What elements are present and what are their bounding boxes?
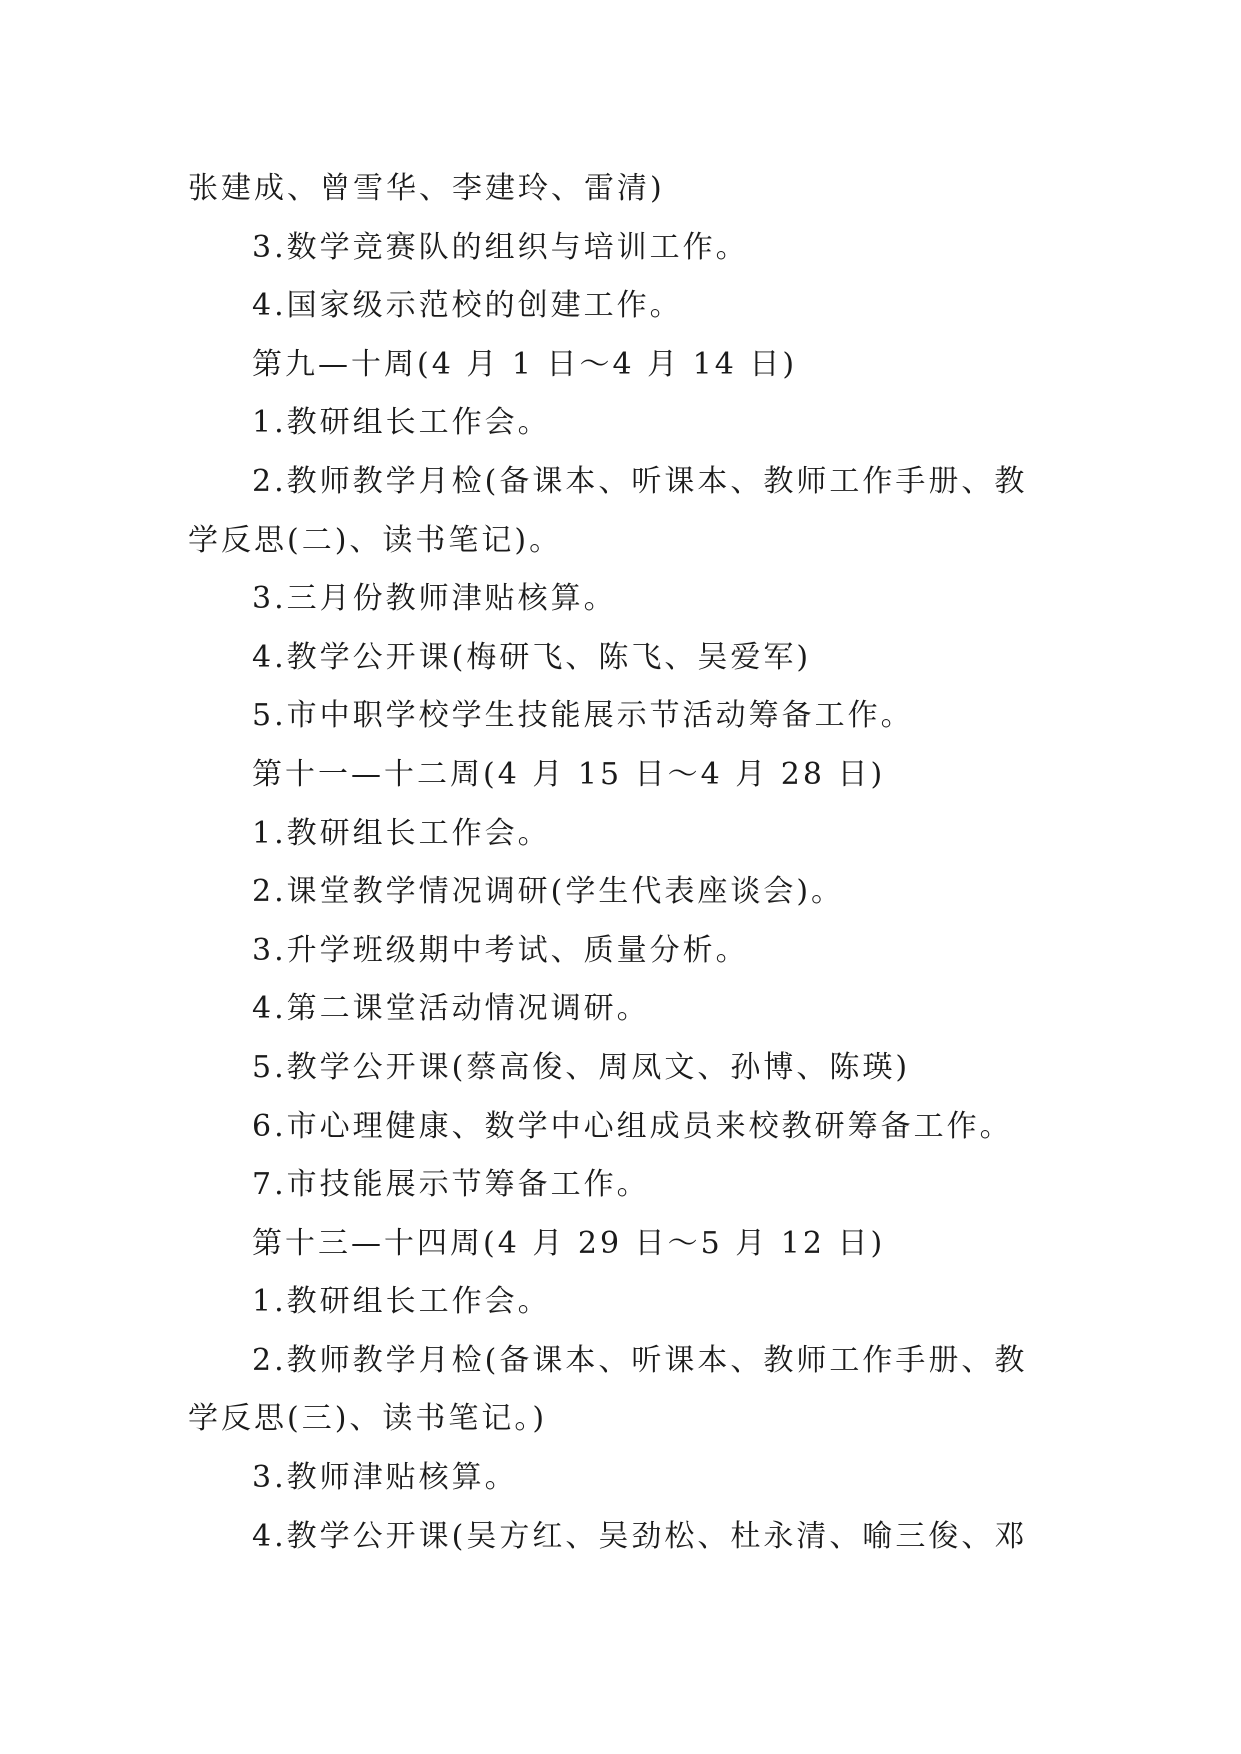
text-line: 4.第二课堂活动情况调研。	[252, 991, 650, 1027]
text-line: 学反思(二)、读书笔记)。	[188, 522, 563, 558]
section-heading: 第九—十周(4 月 1 日～4 月 14 日)	[252, 346, 798, 382]
text-line: 3.三月份教师津贴核算。	[252, 581, 617, 617]
text-line: 4.国家级示范校的创建工作。	[252, 288, 683, 324]
document-body	[188, 160, 1068, 1566]
text-line: 1.教研组长工作会。	[252, 1284, 551, 1320]
text-line: 1.教研组长工作会。	[252, 405, 551, 441]
text-line: 4.教学公开课(梅研飞、陈飞、吴爱军)	[252, 639, 812, 675]
text-line: 7.市技能展示节筹备工作。	[252, 1167, 650, 1203]
text-line: 张建成、曾雪华、李建玲、雷清)	[188, 171, 665, 206]
section-heading: 第十三—十四周(4 月 29 日～5 月 12 日)	[252, 1225, 886, 1261]
text-line: 3.数学竞赛队的组织与培训工作。	[252, 229, 749, 265]
text-line: 5.教学公开课(蔡高俊、周凤文、孙博、陈瑛)	[252, 1049, 911, 1085]
text-line: 4.教学公开课(吴方红、吴劲松、杜永清、喻三俊、邓	[252, 1518, 1028, 1554]
text-line: 3.升学班级期中考试、质量分析。	[252, 932, 749, 968]
text-line: 6.市心理健康、数学中心组成员来校教研筹备工作。	[252, 1108, 1013, 1144]
text-line: 5.市中职学校学生技能展示节活动筹备工作。	[252, 698, 914, 734]
text-line: 2.教师教学月检(备课本、听课本、教师工作手册、教	[252, 1342, 1028, 1378]
text-line: 学反思(三)、读书笔记。)	[188, 1401, 548, 1437]
section-heading: 第十一—十二周(4 月 15 日～4 月 28 日)	[252, 756, 886, 792]
text-line: 3.教师津贴核算。	[252, 1460, 518, 1496]
text-line: 2.课堂教学情况调研(学生代表座谈会)。	[252, 874, 845, 910]
text-line: 1.教研组长工作会。	[252, 815, 551, 851]
text-line: 2.教师教学月检(备课本、听课本、教师工作手册、教	[252, 463, 1028, 499]
